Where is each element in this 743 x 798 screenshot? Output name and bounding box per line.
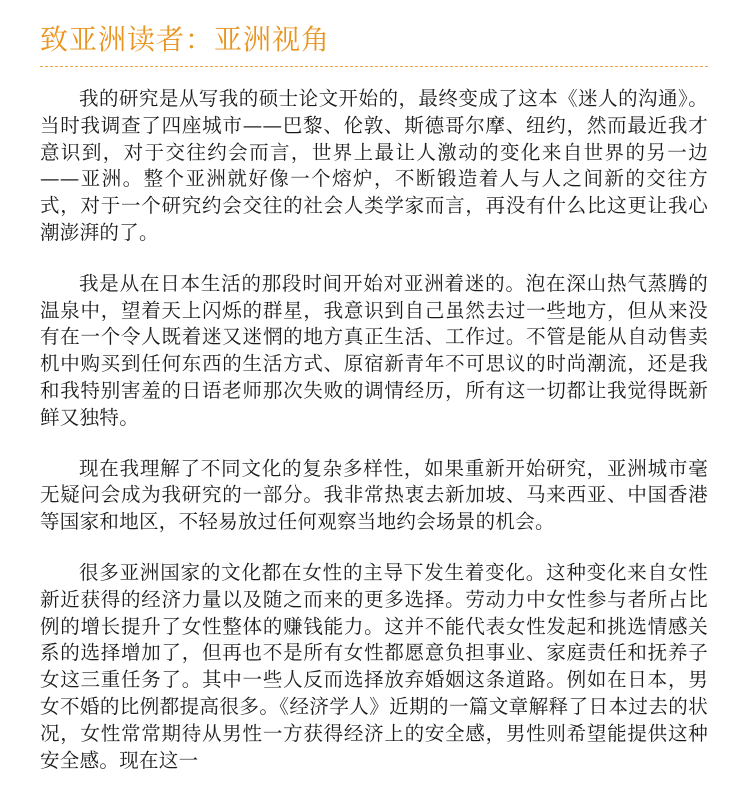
document-title: 致亚洲读者：亚洲视角 [40,23,331,56]
title-divider [40,66,708,67]
document-page [40,0,708,798]
paragraph: 现在我理解了不同文化的复杂多样性，如果重新开始研究，亚洲城市毫无疑问会成为我研究的一部分。我非常热衷去新加坡、马来西亚、中国香港等国家和地区，不轻易放过任何观察当地约会场景的机会。 [40,456,708,534]
document-body [40,86,708,774]
paragraph: 很多亚洲国家的文化都在女性的主导下发生着变化。这种变化来自女性新近获得的经济力量以及随之而来的更多选择。劳动力中女性参与者所占比例的增长提升了女性整体的赚钱能力。这并不能代表女性发起和挑选情感关系的选择增加了，但再也不是所有女性都愿意负担事业、家庭责任和抚养子女这三重任务了。其中一些人反而选择放弃婚姻这条道路。例如在日本，男女不婚的比例都提高很多。《经济学人》近期的一篇文章解释了日本过去的状况，女性常常期待从男性一方获得经济上的安全感，男性则希望能提供这种安全感。现在这一 [40,560,708,772]
paragraph: 我是从在日本生活的那段时间开始对亚洲着迷的。泡在深山热气蒸腾的温泉中，望着天上闪烁的群星，我意识到自己虽然去过一些地方，但从来没有在一个令人既着迷又迷惘的地方真正生活、工作过。不管是能从自动售卖机中购买到任何东西的生活方式、原宿新青年不可思议的时尚潮流，还是我和我特别害羞的日语老师那次失败的调情经历，所有这一切都让我觉得既新鲜又独特。 [40,271,708,429]
paragraph: 我的研究是从写我的硕士论文开始的，最终变成了这本《迷人的沟通》。当时我调查了四座城市——巴黎、伦敦、斯德哥尔摩、纽约，然而最近我才意识到，对于交往约会而言，世界上最让人激动的变化来自世界的另一边——亚洲。整个亚洲就好像一个熔炉，不断锻造着人与人之间新的交往方式，对于一个研究约会交往的社会人类学家而言，再没有什么比这更让我心潮澎湃的了。 [40,87,708,244]
